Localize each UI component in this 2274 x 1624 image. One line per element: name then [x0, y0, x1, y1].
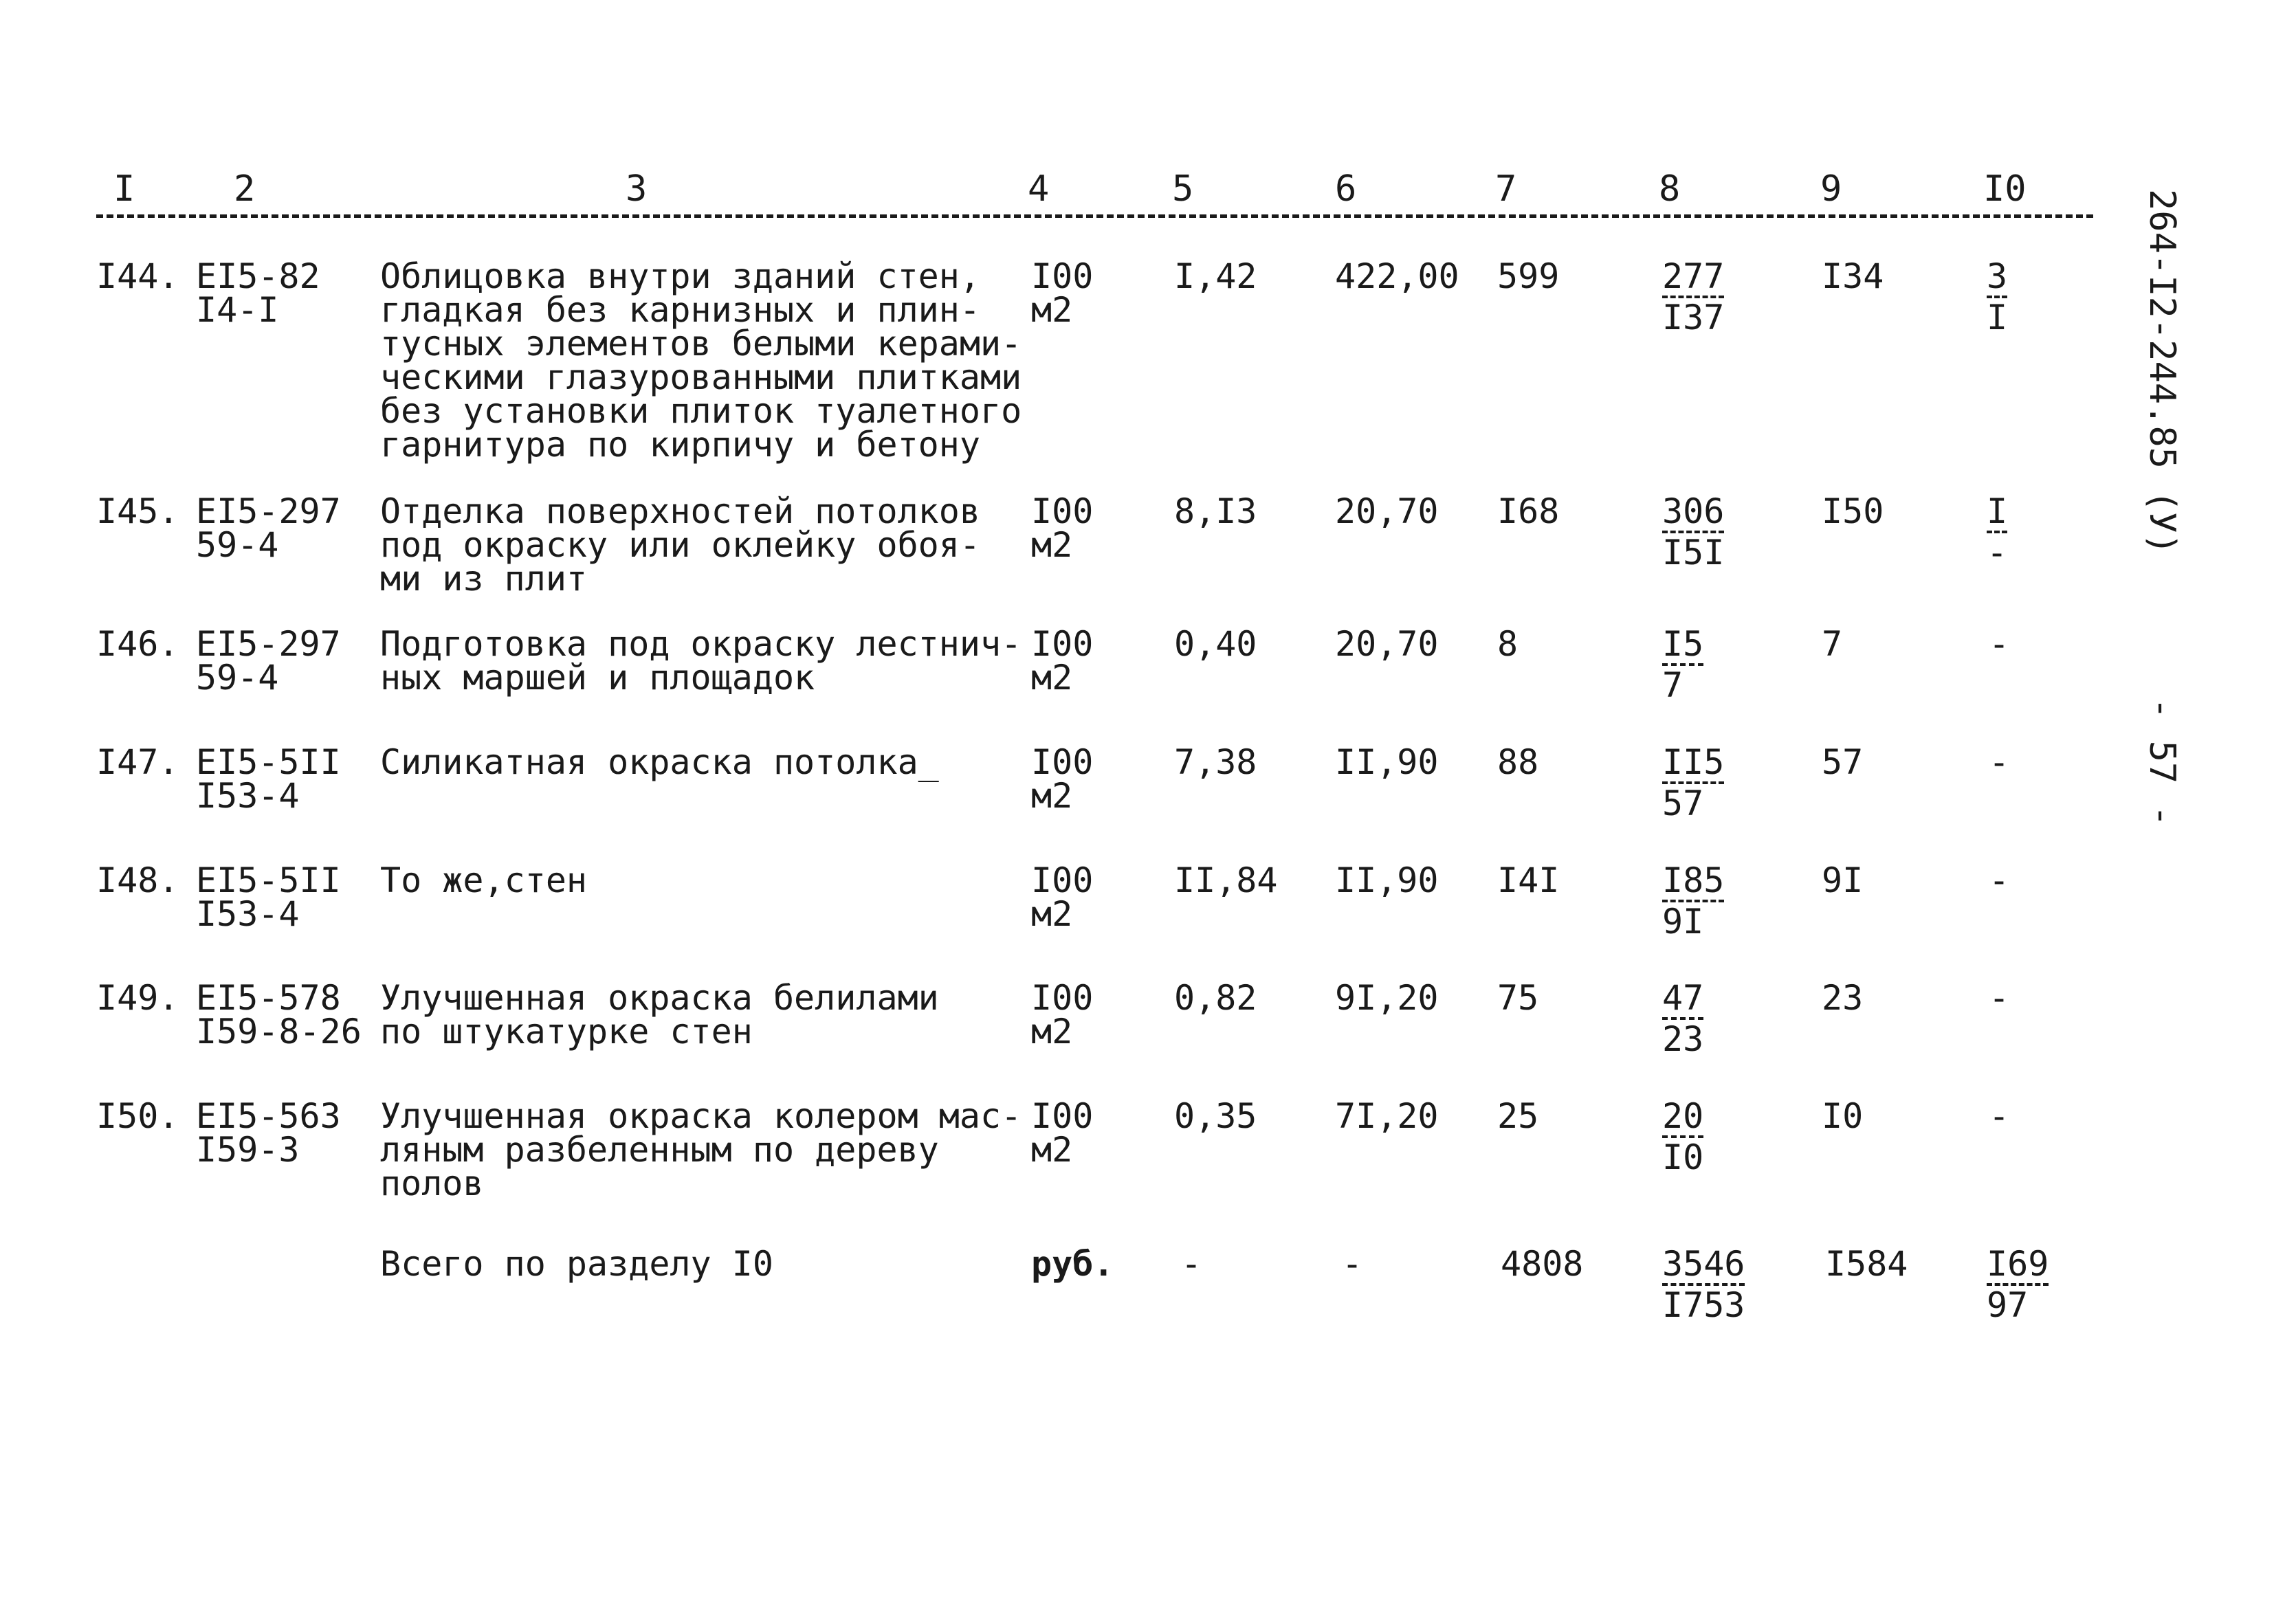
norm-code: EI5-5II I53-4 [196, 742, 341, 816]
col8-fraction [1662, 491, 1725, 572]
norm-code: EI5-82 I4-I [196, 256, 320, 330]
unit: I00 м2 [1031, 978, 1094, 1052]
col9-value: 9I [1822, 860, 1864, 900]
unit-price: 20,70 [1335, 624, 1439, 664]
work-description: Силикатная окраска потолка_ [380, 742, 939, 782]
norm-code: EI5-5II I53-4 [196, 860, 341, 934]
quantity: 0,40 [1174, 624, 1257, 664]
col10-top: 3 [1987, 260, 2007, 298]
total-cost: I4I [1497, 860, 1560, 900]
unit-price: 7I,20 [1335, 1096, 1439, 1136]
header-col-8: 8 [1659, 168, 1681, 210]
col8-fraction [1662, 860, 1725, 942]
col8-bottom: I37 [1662, 298, 1725, 337]
total-cost: I68 [1497, 491, 1560, 531]
header-col-2: 2 [234, 168, 256, 210]
total-cost: 8 [1497, 624, 1519, 664]
total-col8-top: 3546 [1662, 1247, 1745, 1286]
col9-value: 7 [1822, 624, 1843, 664]
col10-fraction [1987, 256, 2008, 337]
header-col-3: 3 [626, 168, 648, 210]
header-col-7: 7 [1495, 168, 1517, 210]
row-number: I47. [96, 742, 179, 782]
col8-fraction [1662, 1096, 1704, 1177]
unit: I00 м2 [1031, 624, 1094, 698]
document-code: 264-I2-244.85 (У) [2141, 189, 2183, 555]
total-col8-fraction [1662, 1244, 1745, 1325]
col8-bottom: 7 [1662, 665, 1684, 705]
col10-value: - [1989, 860, 2010, 900]
row-number: I49. [96, 978, 179, 1018]
col8-bottom: I5I [1662, 533, 1725, 572]
unit-price: II,90 [1335, 742, 1439, 782]
col8-top: II5 [1662, 746, 1724, 784]
col9-value: 57 [1822, 742, 1864, 782]
unit-price: 20,70 [1335, 491, 1439, 531]
header-col-1: I [113, 168, 135, 210]
unit: I00 м2 [1031, 860, 1094, 934]
norm-code: EI5-578 I59-8-26 [196, 978, 362, 1052]
col10-top: I [1987, 495, 2007, 533]
quantity: 8,I3 [1174, 491, 1257, 531]
header-col-10: I0 [1983, 168, 2027, 210]
col10-value: - [1989, 1096, 2010, 1136]
total-unit: руб. [1031, 1244, 1114, 1284]
unit: I00 м2 [1031, 256, 1094, 330]
col10-value: - [1989, 742, 2010, 782]
work-description: Подготовка под окраску лестнич- ных маршей и площадок [380, 624, 1022, 698]
work-description: Улучшенная окраска белилами по штукатурке стен [380, 978, 939, 1052]
header-col-4: 4 [1028, 168, 1050, 210]
total-col10-fraction [1987, 1244, 2049, 1325]
col10-fraction [1987, 491, 2008, 572]
col10-bottom: - [1987, 533, 2008, 572]
total-cost: 75 [1497, 978, 1539, 1018]
quantity: 0,82 [1174, 978, 1257, 1018]
total-cost: 88 [1497, 742, 1539, 782]
unit: I00 м2 [1031, 742, 1094, 816]
col10-bottom: I [1987, 298, 2008, 337]
norm-code: EI5-563 I59-3 [196, 1096, 341, 1170]
col9-value: I0 [1822, 1096, 1864, 1136]
unit-price: 9I,20 [1335, 978, 1439, 1018]
total-col9: I584 [1825, 1244, 1908, 1284]
total-col6: - [1342, 1244, 1363, 1284]
total-col10-bottom: 97 [1987, 1285, 2029, 1325]
col9-value: I34 [1822, 256, 1884, 296]
col8-fraction [1662, 742, 1725, 823]
total-col10-top: I69 [1987, 1247, 2049, 1286]
col8-bottom: I0 [1662, 1137, 1704, 1177]
total-cost: 599 [1497, 256, 1560, 296]
quantity: 0,35 [1174, 1096, 1257, 1136]
col8-fraction [1662, 624, 1704, 705]
quantity: I,42 [1174, 256, 1257, 296]
quantity: II,84 [1174, 860, 1278, 900]
header-col-6: 6 [1335, 168, 1357, 210]
col8-bottom: 57 [1662, 783, 1704, 823]
col8-top: 20 [1662, 1100, 1703, 1138]
header-col-9: 9 [1820, 168, 1842, 210]
col9-value: 23 [1822, 978, 1864, 1018]
col8-top: 277 [1662, 260, 1724, 298]
unit-price: 422,00 [1335, 256, 1459, 296]
row-number: I50. [96, 1096, 179, 1136]
norm-code: EI5-297 59-4 [196, 624, 341, 698]
work-description: Облицовка внутри зданий стен, гладкая без карнизных и плин- тусных элементов белыми керами- ческими глазурованными плитками без установки плиток туалетного гарнитура по кирпичу и бетону [380, 256, 1022, 465]
row-number: I48. [96, 860, 179, 900]
col8-fraction [1662, 256, 1725, 337]
col8-bottom: 9I [1662, 902, 1704, 942]
col8-fraction [1662, 978, 1704, 1059]
col8-top: I85 [1662, 864, 1724, 902]
col9-value: I50 [1822, 491, 1884, 531]
col8-bottom: 23 [1662, 1019, 1704, 1059]
total-col5: - [1181, 1244, 1202, 1284]
work-description: То же,стен [380, 860, 588, 900]
unit: I00 м2 [1031, 1096, 1094, 1170]
header-col-5: 5 [1172, 168, 1194, 210]
total-cost: 4808 [1501, 1244, 1584, 1284]
col8-top: 47 [1662, 981, 1703, 1020]
col10-value: - [1989, 624, 2010, 664]
row-number: I44. [96, 256, 179, 296]
col8-top: I5 [1662, 627, 1703, 666]
page-number: - 57 - [2141, 698, 2183, 827]
total-cost: 25 [1497, 1096, 1539, 1136]
quantity: 7,38 [1174, 742, 1257, 782]
total-col8-bottom: I753 [1662, 1285, 1745, 1325]
work-description: Отделка поверхностей потолков под окраску или оклейку обоя- ми из плит [380, 491, 980, 599]
row-number: I45. [96, 491, 179, 531]
total-label: Всего по разделу I0 [380, 1244, 773, 1284]
col10-value: - [1989, 978, 2010, 1018]
col8-top: 306 [1662, 495, 1724, 533]
work-description: Улучшенная окраска колером мас- ляным разбеленным по дереву полов [380, 1096, 1022, 1203]
unit-price: II,90 [1335, 860, 1439, 900]
header-divider [96, 214, 2093, 218]
norm-code: EI5-297 59-4 [196, 491, 341, 565]
row-number: I46. [96, 624, 179, 664]
unit: I00 м2 [1031, 491, 1094, 565]
